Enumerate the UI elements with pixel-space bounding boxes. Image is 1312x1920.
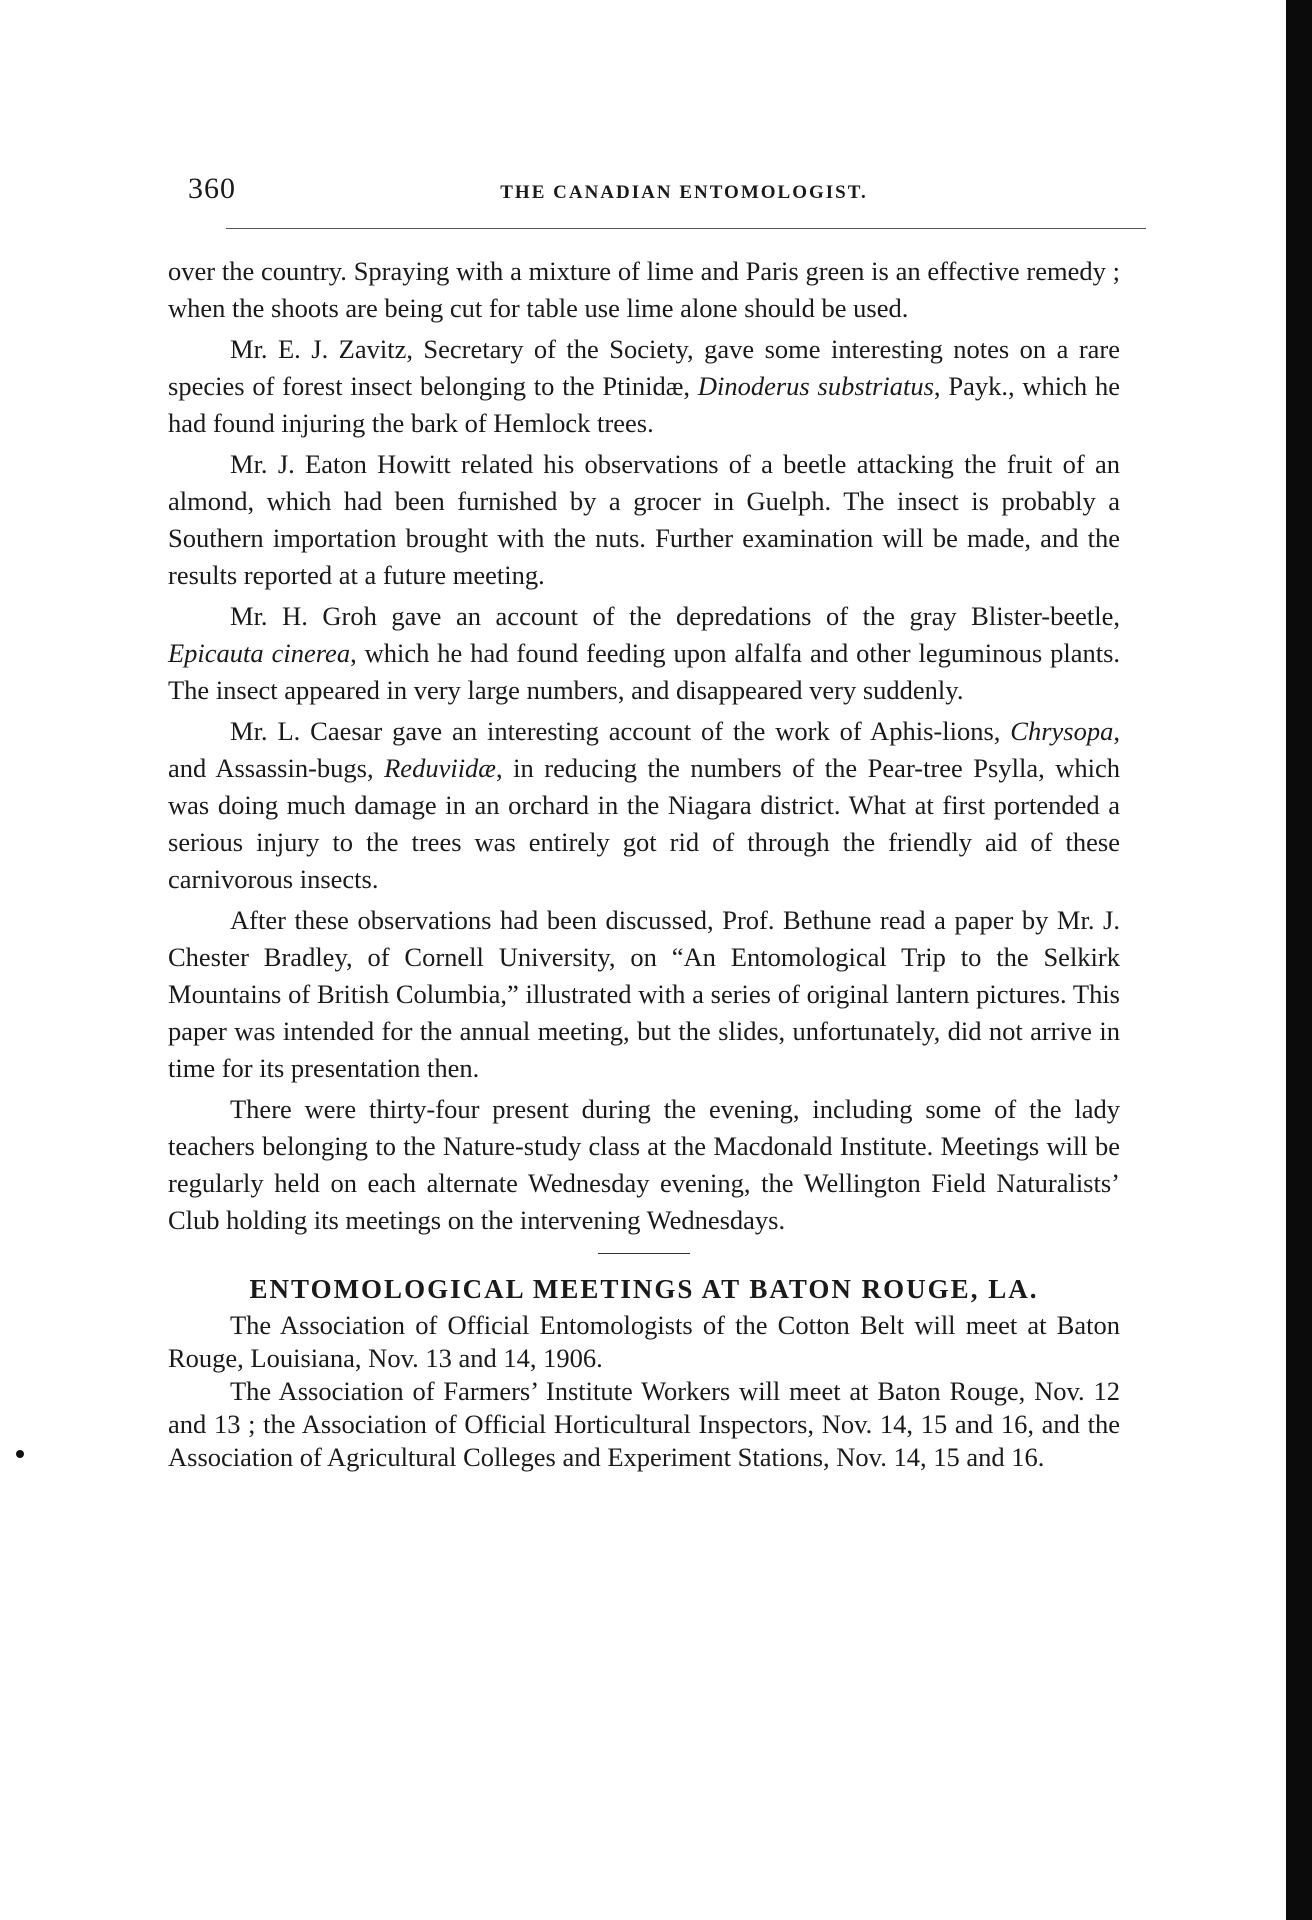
text-run: There were thirty-four present during the evening, including some of the lady teachers belonging to the Nature-study class at the Macdonald Institute. Meetings will be regularly held on each alternate Wednesday evening, the Wellington Field Naturalists’ Club holding its meetings on the intervening Wednesdays. bbox=[168, 1094, 1120, 1235]
page bbox=[168, 160, 1120, 1474]
page-number: 360 bbox=[188, 172, 236, 205]
body-paragraph bbox=[168, 446, 1120, 594]
text-run: Mr. H. Groh gave an account of the depredations of the gray Blister-beetle, bbox=[230, 601, 1120, 631]
article-body bbox=[168, 253, 1120, 1239]
section-divider bbox=[598, 1253, 690, 1254]
section-paragraph: The Association of Farmers’ Institute Workers will meet at Baton Rouge, Nov. 12 and 13 ; the Association of Official Horticultural Inspectors, Nov. 14, 15 and 16, and the Association of Agricultural Colleges and Experiment Stations, Nov. 14, 15 and 16. bbox=[168, 1376, 1120, 1472]
text-run: , in reducing the numbers of the Pear-tree Psylla, which was doing much damage in an orchard in the Niagara district. What at first portended a serious injury to the trees was entirely got rid of through the friendly aid of these carnivorous insects. bbox=[168, 753, 1120, 894]
text-run: , and Assassin-bugs, bbox=[168, 716, 1120, 783]
species-name: Dinoderus substriatus bbox=[697, 371, 934, 401]
running-head: THE CANADIAN ENTOMOLOGIST. bbox=[500, 182, 868, 203]
body-paragraph bbox=[168, 713, 1120, 898]
text-run: Mr. J. Eaton Howitt related his observations of a beetle attacking the fruit of an almond, which had been furnished by a grocer in Guelph. The insect is probably a Southern importation brought with the nuts. Further examination will be made, and the results reported at a future meeting. bbox=[168, 449, 1120, 590]
body-paragraph bbox=[168, 253, 1120, 327]
page-header bbox=[168, 160, 1120, 208]
species-name: Epicauta cinerea bbox=[168, 638, 351, 668]
body-paragraph bbox=[168, 598, 1120, 709]
body-paragraph bbox=[168, 1091, 1120, 1239]
section-heading: ENTOMOLOGICAL MEETINGS AT BATON ROUGE, LA. bbox=[249, 1274, 1039, 1304]
section-body bbox=[168, 1309, 1120, 1474]
body-paragraph bbox=[168, 902, 1120, 1087]
text-run: , which he had found feeding upon alfalfa and other leguminous plants. The insect appeared in very large numbers, and disappeared very suddenly. bbox=[168, 638, 1121, 705]
text-run: over the country. Spraying with a mixture of lime and Paris green is an effective remedy ; when the shoots are being cut for table use lime alone should be used. bbox=[168, 256, 1120, 323]
section-paragraph: The Association of Official Entomologists of the Cotton Belt will meet at Baton Rouge, Louisiana, Nov. 13 and 14, 1906. bbox=[168, 1310, 1120, 1373]
species-name: Reduviidæ bbox=[384, 753, 496, 783]
page-binding-edge bbox=[1286, 0, 1312, 1920]
text-run: After these observations had been discussed, Prof. Bethune read a paper by Mr. J. Chester Bradley, of Cornell University, on “An Entomological Trip to the Selkirk Mountains of British Columbia,” illustrated with a series of original lantern pictures. This paper was intended for the annual meeting, but the slides, unfortunately, did not arrive in time for its presentation then. bbox=[168, 905, 1120, 1083]
header-rule bbox=[226, 228, 1146, 229]
text-run: Mr. E. J. Zavitz, Secretary of the Society, gave some interesting notes on a rare species of forest insect belonging to the Ptinidæ, bbox=[168, 334, 1120, 401]
margin-speck bbox=[16, 1450, 24, 1458]
text-run: , Payk., which he had found injuring the bark of Hemlock trees. bbox=[168, 371, 1120, 438]
text-run: Mr. L. Caesar gave an interesting account of the work of Aphis-lions, bbox=[230, 716, 1011, 746]
body-paragraph bbox=[168, 331, 1120, 442]
species-name: Chrysopa bbox=[1010, 716, 1114, 746]
